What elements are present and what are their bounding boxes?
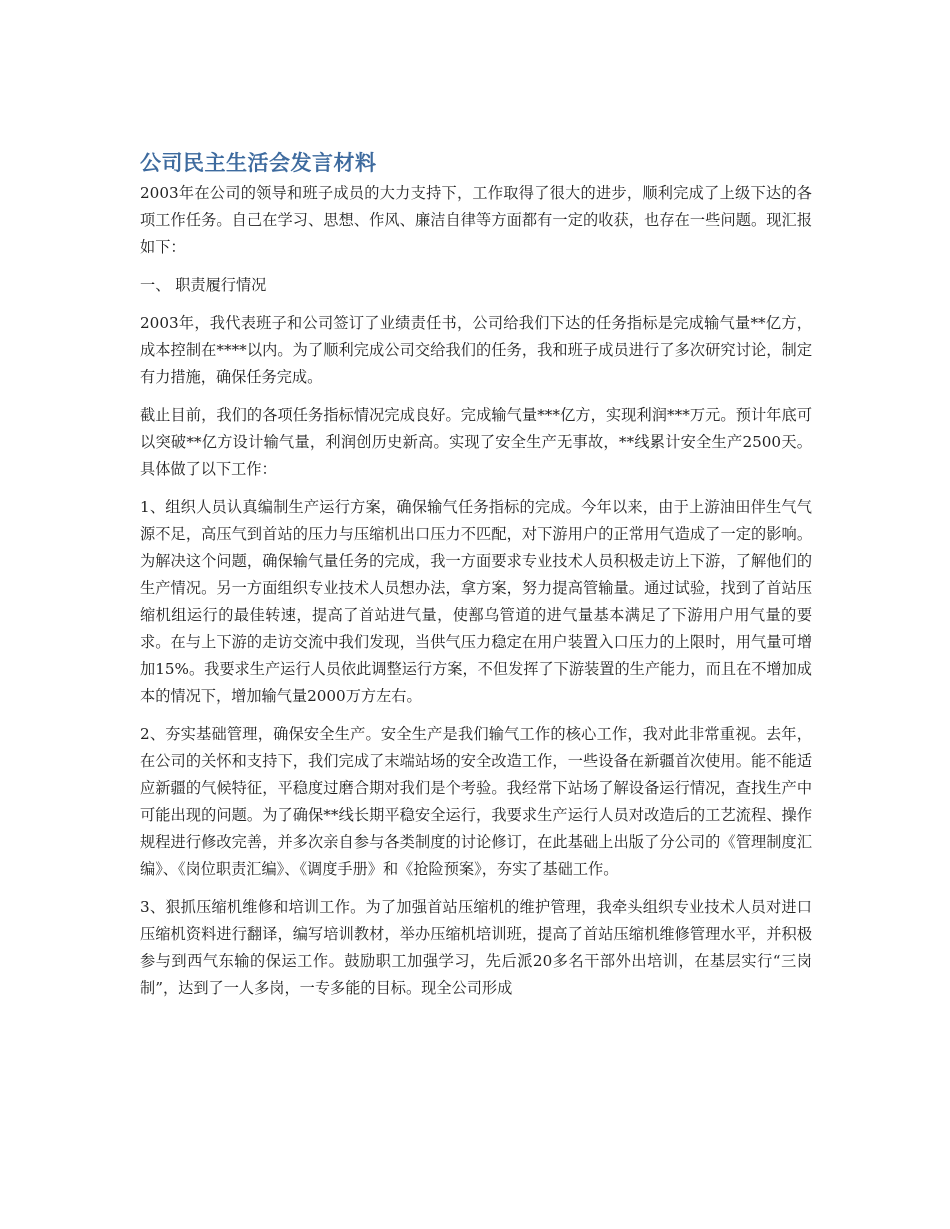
section-heading-duties: 一、 职责履行情况 (140, 276, 267, 294)
work-item-2: 2、夯实基础管理，确保安全生产。安全生产是我们输气工作的核心工作，我对此非常重视。去年，在公司的关怀和支持下，我们完成了末端站场的安全改造工作，一些设备在新疆首次使用。能不能适应新疆的气候特征，平稳度过磨合期对我们是个考验。我经常下站场了解设备运行情况，查找生产中可能出现的问题。为了确保**线长期平稳安全运行，我要求生产运行人员对改造后的工艺流程、操作规程进行修改完善，并多次亲自参与各类制度的讨论修订，在此基础上出版了分公司的《管理制度汇编》、《岗位职责汇编》、《调度手册》和《抢险预案》，夯实了基础工作。 (140, 725, 812, 878)
work-item-1: 1、组织人员认真编制生产运行方案，确保输气任务指标的完成。今年以来，由于上游油田伴生气气源不足，高压气到首站的压力与压缩机出口压力不匹配，对下游用户的正常用气造成了一定的影响。为解决这个问题，确保输气量任务的完成，我一方面要求专业技术人员积极走访上下游，了解他们的生产情况。另一方面组织专业技术人员想办法，拿方案，努力提高管输量。通过试验，找到了首站压缩机组运行的最佳转速，提高了首站进气量，使鄯乌管道的进气量基本满足了下游用户用气量的要求。在与上下游的走访交流中我们发现，当供气压力稳定在用户装置入口压力的上限时，用气量可增加15%。我要求生产运行人员依此调整运行方案，不但发挥了下游装置的生产能力，而且在不增加成本的情况下，增加输气量2000万方左右。 (140, 498, 812, 705)
document-page (140, 148, 812, 1013)
body-paragraph: 截止目前，我们的各项任务指标情况完成良好。完成输气量***亿方，实现利润***万元。预计年底可以突破**亿方设计输气量，利润创历史新高。实现了安全生产无事故，**线累计安全生产2500天。具体做了以下工作： (140, 406, 812, 478)
document-title: 公司民主生活会发言材料 (140, 151, 377, 175)
work-item-3: 3、狠抓压缩机维修和培训工作。为了加强首站压缩机的维护管理，我牵头组织专业技术人员对进口压缩机资料进行翻译，编写培训教材，举办压缩机培训班，提高了首站压缩机维修管理水平，并积极参与到西气东输的保运工作。鼓励职工加强学习，先后派20多名干部外出培训，在基层实行“三岗制”，达到了一人多岗，一专多能的目标。现全公司形成 (140, 898, 812, 997)
intro-paragraph: 2003年在公司的领导和班子成员的大力支持下，工作取得了很大的进步，顺利完成了上级下达的各项工作任务。自己在学习、思想、作风、廉洁自律等方面都有一定的收获，也存在一些问题。现汇报如下： (140, 184, 812, 256)
body-paragraph: 2003年，我代表班子和公司签订了业绩责任书，公司给我们下达的任务指标是完成输气量**亿方，成本控制在****以内。为了顺利完成公司交给我们的任务，我和班子成员进行了多次研究讨论，制定有力措施，确保任务完成。 (140, 314, 812, 386)
